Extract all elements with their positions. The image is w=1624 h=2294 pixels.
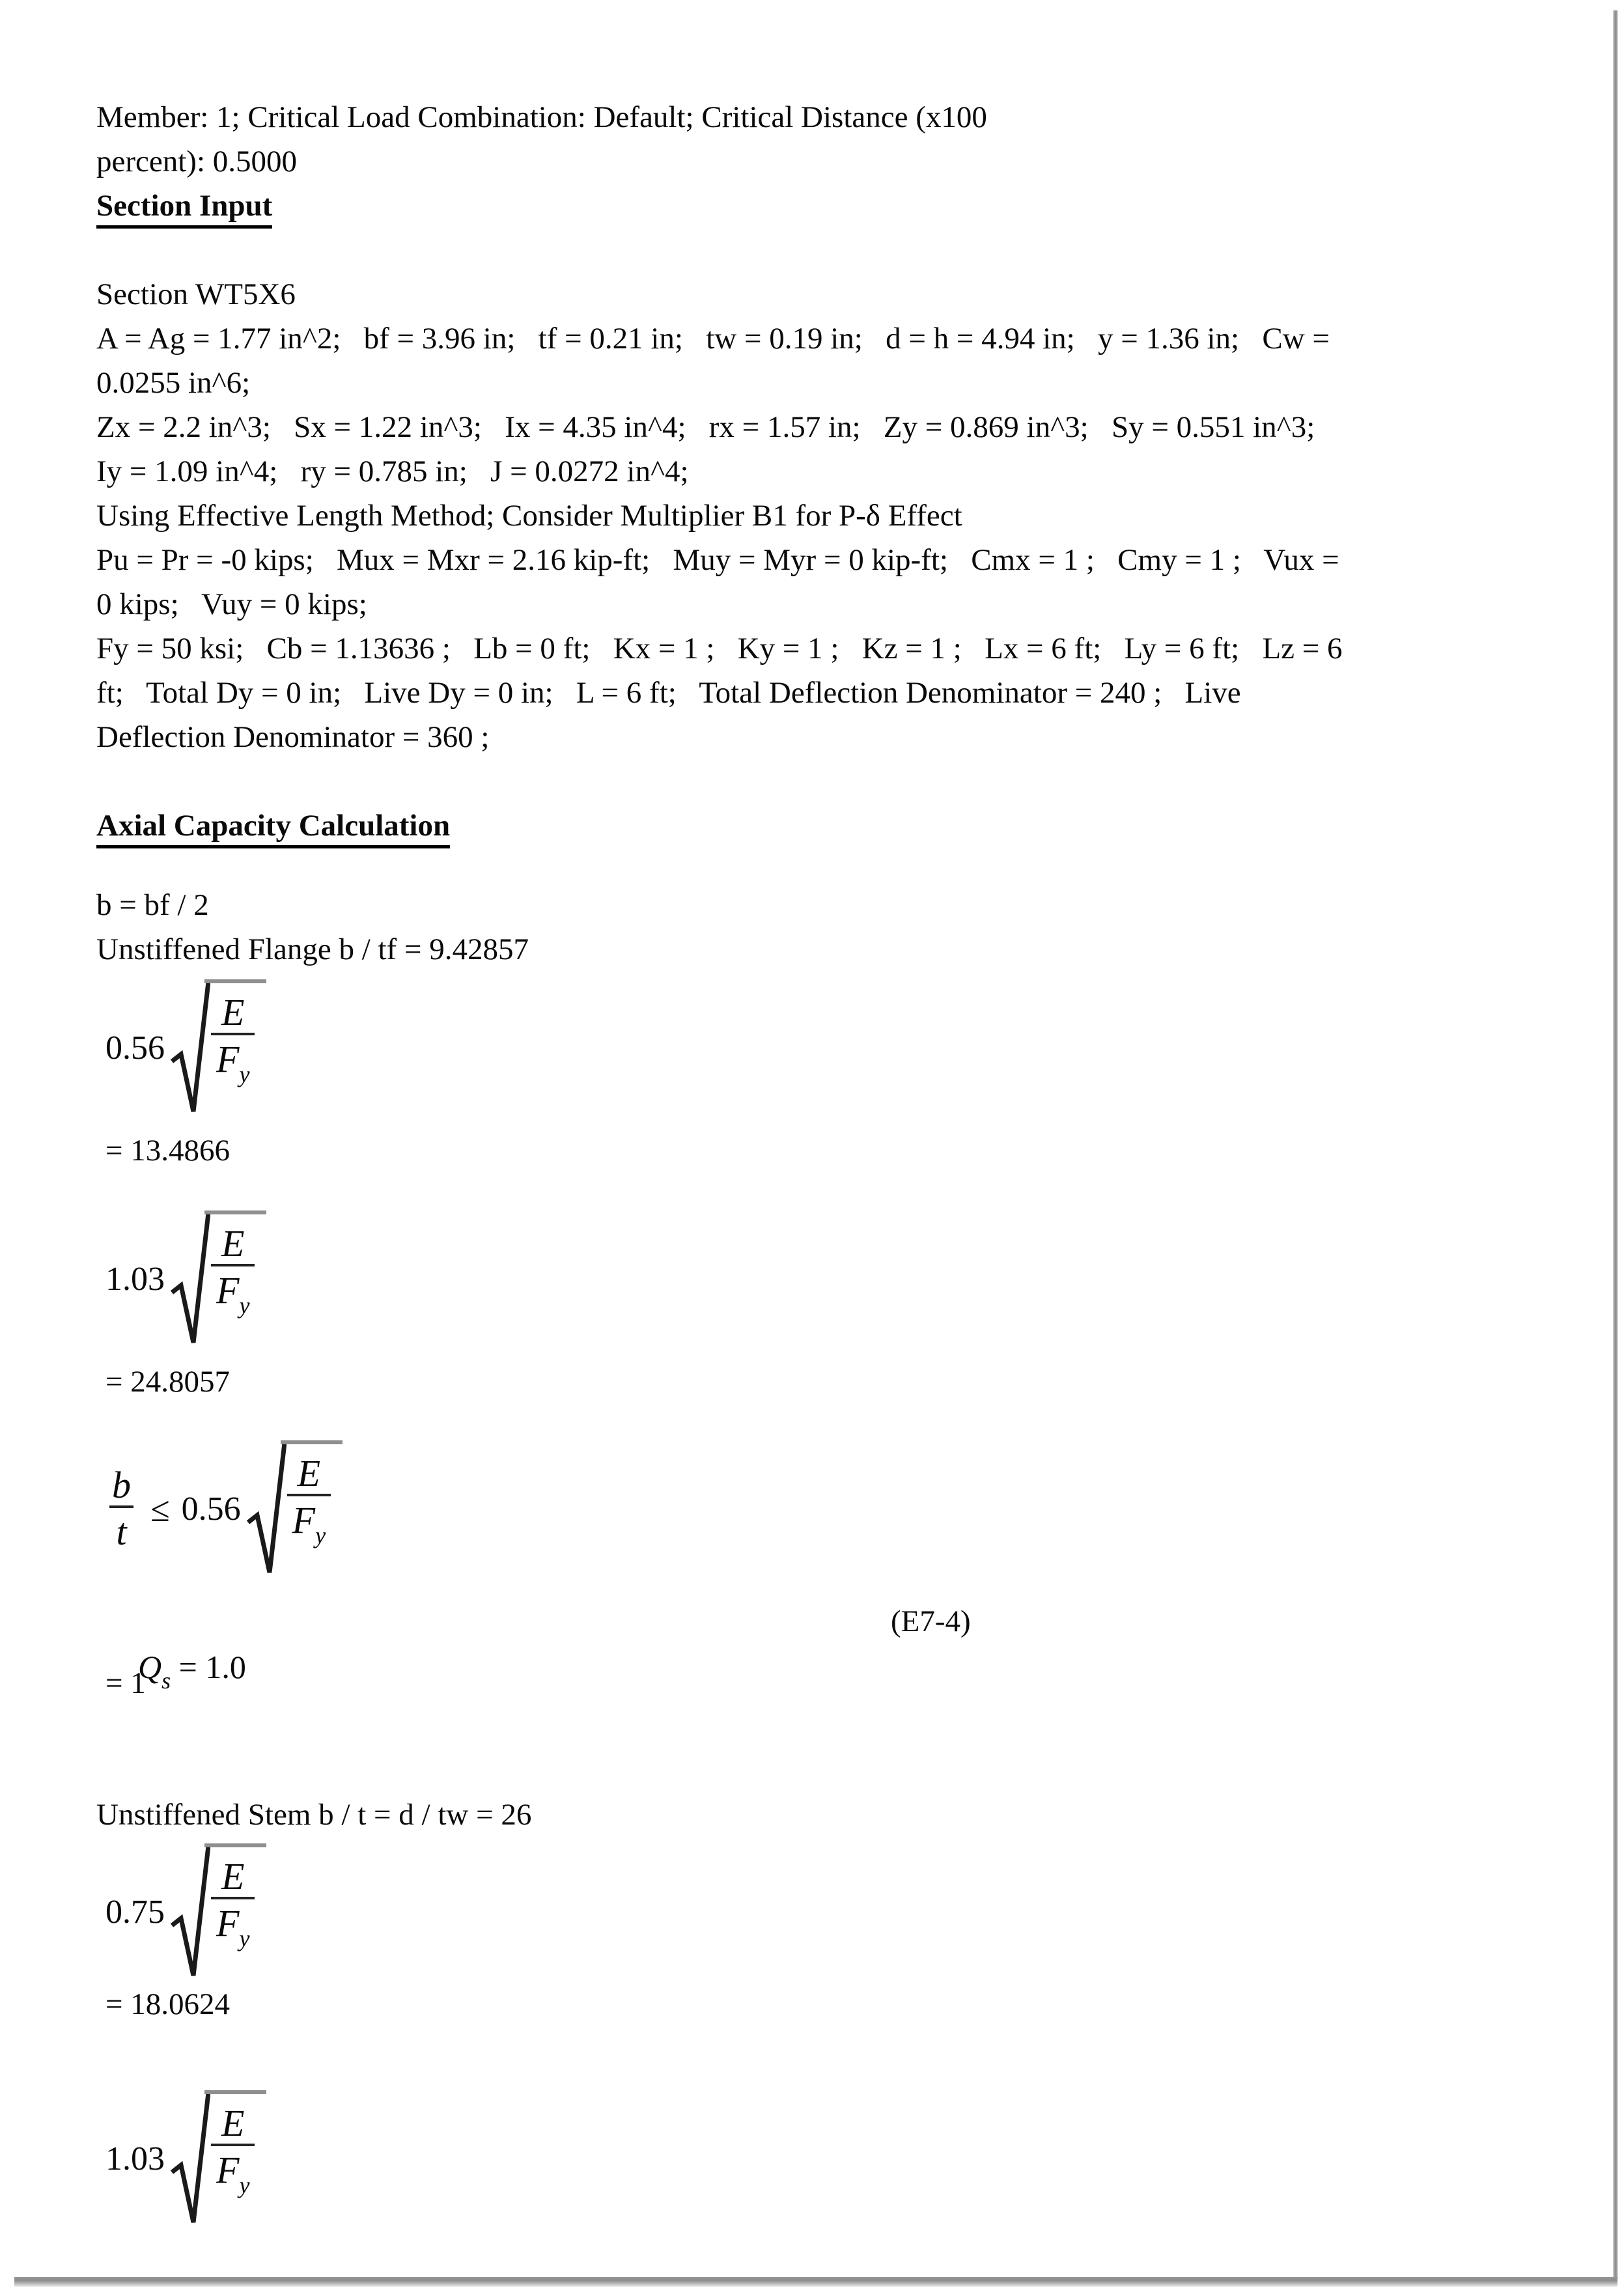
section-props-line: A = Ag = 1.77 in^2; bf = 3.96 in; tf = 0.21 in; tw = 0.19 in; d = h = 4.94 in; y = 1.36 in; Cw = <box>96 322 1330 356</box>
result-value: = 18.0624 <box>105 1987 231 2021</box>
flange-slenderness-line: Unstiffened Flange b / tf = 9.42857 <box>96 932 529 966</box>
loads-line: 0 kips; Vuy = 0 kips; <box>96 587 367 621</box>
subscript-y: y <box>315 1522 326 1548</box>
member-info-line-2: percent): 0.5000 <box>96 145 298 178</box>
fraction-denominator: $F_y$ <box>211 1897 255 1960</box>
square-root-expression <box>170 1842 266 1982</box>
page-shadow-right <box>1613 10 1618 2279</box>
fraction-e-over-fy <box>211 992 255 1096</box>
design-params-line: ft; Total Dy = 0 in; Live Dy = 0 in; L = 6 ft; Total Deflection Denominator = 240 ; Live <box>96 676 1241 710</box>
radicand <box>204 1843 266 1960</box>
blank-line <box>96 228 1581 272</box>
qs-result-line <box>105 1599 1581 1694</box>
radicand <box>281 1440 343 1557</box>
less-equal-sign: ≤ <box>150 1489 170 1529</box>
coefficient: 1.03 <box>105 1260 165 1298</box>
design-params-line: Deflection Denominator = 360 ; <box>96 720 490 754</box>
square-root-expression <box>170 2089 266 2229</box>
section-props-line: Iy = 1.09 in^4; ry = 0.785 in; J = 0.0272 in^4; <box>96 455 689 488</box>
section-props-line: 0.0255 in^6; <box>96 366 251 400</box>
subscript-s: s <box>161 1668 171 1694</box>
result-value: = 13.4866 <box>105 1134 231 1168</box>
member-info-line-1: Member: 1; Critical Load Combination: Default; Critical Distance (x100 <box>96 100 987 134</box>
page-shadow-bottom <box>14 2277 1617 2287</box>
fraction-numerator: E <box>221 1855 245 1897</box>
formula-stem-limit-2 <box>105 2089 1581 2229</box>
method-line: Using Effective Length Method; Consider Multiplier B1 for P-δ Effect <box>96 499 962 533</box>
document-body <box>96 95 1581 2229</box>
formula-flange-limit-1 <box>105 978 1581 1118</box>
section-input-heading: Section Input <box>96 188 272 229</box>
fraction-denominator: $F_y$ <box>287 1494 331 1557</box>
qs-value: = 1.0 <box>171 1649 246 1685</box>
subscript-y: y <box>239 1925 250 1951</box>
result-value: = 1 <box>105 1666 146 1700</box>
subscript-y: y <box>239 2172 250 2198</box>
stem-slenderness-line: Unstiffened Stem b / t = d / tw = 26 <box>96 1798 532 1832</box>
fraction-denominator: t <box>109 1505 133 1554</box>
fraction-numerator: E <box>221 1222 245 1265</box>
fraction-numerator: E <box>297 1452 321 1494</box>
fraction-denominator: $F_y$ <box>211 1264 255 1327</box>
qs-symbol: Q <box>138 1649 162 1685</box>
square-root-expression <box>246 1439 343 1579</box>
fraction-numerator: E <box>221 991 245 1033</box>
formula-bt-check <box>105 1439 1581 1579</box>
fraction-b-over-t <box>105 1465 137 1554</box>
subscript-y: y <box>239 1293 250 1319</box>
axial-capacity-heading: Axial Capacity Calculation <box>96 807 450 848</box>
fraction-numerator: E <box>221 2102 245 2144</box>
coefficient: 0.56 <box>181 1490 241 1528</box>
b-definition-line: b = bf / 2 <box>96 888 209 922</box>
fraction-e-over-fy <box>211 1856 255 1960</box>
section-name-line: Section WT5X6 <box>96 277 296 311</box>
coefficient: 1.03 <box>105 2140 165 2177</box>
formula-stem-limit-1 <box>105 1842 1581 1982</box>
radicand <box>204 1210 266 1327</box>
section-input-heading-line <box>96 184 1581 228</box>
fraction-numerator: b <box>112 1463 131 1506</box>
radicand <box>204 2090 266 2207</box>
axial-heading-line <box>96 804 1581 848</box>
fraction-e-over-fy <box>287 1453 331 1557</box>
square-root-expression <box>170 1209 266 1349</box>
radicand <box>204 979 266 1096</box>
fraction-e-over-fy <box>211 2103 255 2207</box>
fraction-e-over-fy <box>211 1224 255 1327</box>
result-value: = 24.8057 <box>105 1365 231 1399</box>
loads-line: Pu = Pr = -0 kips; Mux = Mxr = 2.16 kip-ft; Muy = Myr = 0 kip-ft; Cmx = 1 ; Cmy = 1 ; Vux = <box>96 543 1339 577</box>
section-props-line: Zx = 2.2 in^3; Sx = 1.22 in^3; Ix = 4.35 in^4; rx = 1.57 in; Zy = 0.869 in^3; Sy = 0.551 in^3; <box>96 410 1315 444</box>
fraction-denominator: $F_y$ <box>211 2144 255 2207</box>
fraction-denominator: $F_y$ <box>211 1033 255 1096</box>
design-params-line: Fy = 50 ksi; Cb = 1.13636 ; Lb = 0 ft; Kx = 1 ; Ky = 1 ; Kz = 1 ; Lx = 6 ft; Ly = 6 ft; Lz = 6 <box>96 632 1343 665</box>
coefficient: 0.75 <box>105 1893 165 1931</box>
coefficient: 0.56 <box>105 1029 165 1067</box>
subscript-y: y <box>239 1061 250 1087</box>
square-root-expression <box>170 978 266 1118</box>
formula-flange-limit-2 <box>105 1209 1581 1349</box>
aisc-equation-reference: (E7-4) <box>891 1604 971 1638</box>
